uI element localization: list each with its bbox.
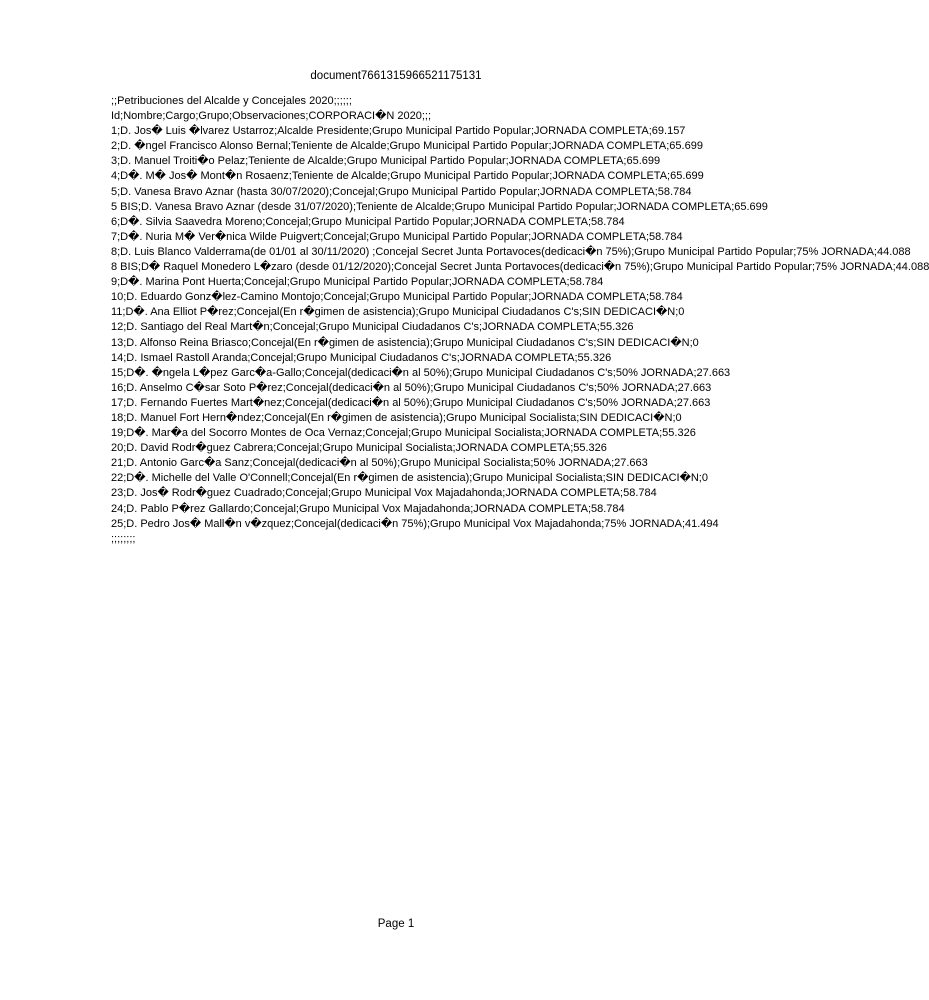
csv-line: 23;D. Jos� Rodr�guez Cuadrado;Concejal;Grupo Municipal Vox Majadahonda;JORNADA COMPLETA;58.784 xyxy=(111,487,657,500)
csv-line: 11;D�. Ana Elliot P�rez;Concejal(En r�gimen de asistencia);Grupo Municipal Ciudadanos C's;SIN DEDICACI�N;0 xyxy=(111,306,685,319)
csv-line: 8 BIS;D� Raquel Monedero L�zaro (desde 01/12/2020);Concejal Secret Junta Portavoces(dedicaci�n 75%);Grupo Municipal Partido Popular;75% JORNADA;44.088 xyxy=(111,261,929,274)
csv-line: 20;D. David Rodr�guez Cabrera;Concejal;Grupo Municipal Socialista;JORNADA COMPLETA;55.326 xyxy=(111,442,607,455)
csv-line: 4;D�. M� Jos� Mont�n Rosaenz;Teniente de Alcalde;Grupo Municipal Partido Popular;JORNADA COMPLETA;65.699 xyxy=(111,170,704,183)
csv-line: 14;D. Ismael Rastoll Aranda;Concejal;Grupo Municipal Ciudadanos C's;JORNADA COMPLETA;55.326 xyxy=(111,351,612,364)
csv-line: 1;D. Jos� Luis �lvarez Ustarroz;Alcalde Presidente;Grupo Municipal Partido Popular;JORNADA COMPLETA;69.157 xyxy=(111,125,686,138)
csv-line: 15;D�. �ngela L�pez Garc�a-Gallo;Concejal(dedicaci�n al 50%);Grupo Municipal Ciudadanos C's;50% JORNADA;27.663 xyxy=(111,366,731,379)
csv-line: 21;D. Antonio Garc�a Sanz;Concejal(dedicaci�n al 50%);Grupo Municipal Socialista;50% JORNADA;27.663 xyxy=(111,457,648,470)
csv-line: 3;D. Manuel Troiti�o Pelaz;Teniente de Alcalde;Grupo Municipal Partido Popular;JORNADA COMPLETA;65.699 xyxy=(111,155,661,168)
csv-line: ;;Petribuciones del Alcalde y Concejales 2020;;;;;; xyxy=(111,95,352,107)
csv-line: Id;Nombre;Cargo;Grupo;Observaciones;CORPORACI�N 2020;;; xyxy=(111,110,432,123)
csv-line: 22;D�. Michelle del Valle O'Connell;Concejal(En r�gimen de asistencia);Grupo Municipal Socialista;SIN DEDICACI�N;0 xyxy=(111,472,708,485)
csv-line: 8;D. Luis Blanco Valderrama(de 01/01 al 30/11/2020) ;Concejal Secret Junta Portavoces(dedicaci�n 75%);Grupo Municipal Partido Popular;75% JORNADA;44.088 xyxy=(111,245,911,258)
csv-line: 6;D�. Silvia Saavedra Moreno;Concejal;Grupo Municipal Partido Popular;JORNADA COMPLETA;58.784 xyxy=(111,215,625,228)
csv-line: 2;D. �ngel Francisco Alonso Bernal;Teniente de Alcalde;Grupo Municipal Partido Popular;JORNADA COMPLETA;65.699 xyxy=(111,140,703,153)
csv-line: 19;D�. Mar�a del Socorro Montes de Oca Vernaz;Concejal;Grupo Municipal Socialista;JORNADA COMPLETA;55.326 xyxy=(111,427,696,440)
csv-line: 12;D. Santiago del Real Mart�n;Concejal;Grupo Municipal Ciudadanos C's;JORNADA COMPLETA;55.326 xyxy=(111,321,634,334)
csv-line: 5;D. Vanesa Bravo Aznar (hasta 30/07/2020);Concejal;Grupo Municipal Partido Popular;JORNADA COMPLETA;58.784 xyxy=(111,185,692,198)
csv-line: 13;D. Alfonso Reina Briasco;Concejal(En r�gimen de asistencia);Grupo Municipal Ciudadanos C's;SIN DEDICACI�N;0 xyxy=(111,336,699,349)
document-title: document7661315966521175131 xyxy=(310,70,482,82)
page-number: Page 1 xyxy=(377,918,415,930)
csv-line: 25;D. Pedro Jos� Mall�n v�zquez;Concejal(dedicaci�n 75%);Grupo Municipal Vox Majadahonda;75% JORNADA;41.494 xyxy=(111,517,719,530)
csv-line: ;;;;;;;; xyxy=(111,532,136,545)
csv-line: 9;D�. Marina Pont Huerta;Concejal;Grupo Municipal Partido Popular;JORNADA COMPLETA;58.784 xyxy=(111,276,604,289)
csv-line: 17;D. Fernando Fuertes Mart�nez;Concejal(dedicaci�n al 50%);Grupo Municipal Ciudadanos C's;50% JORNADA;27.663 xyxy=(111,396,711,409)
csv-line: 18;D. Manuel Fort Hern�ndez;Concejal(En r�gimen de asistencia);Grupo Municipal Socialista;SIN DEDICACI�N;0 xyxy=(111,411,682,424)
csv-line: 7;D�. Nuria M� Ver�nica Wilde Puigvert;Concejal;Grupo Municipal Partido Popular;JORNADA COMPLETA;58.784 xyxy=(111,230,683,243)
csv-line: 16;D. Anselmo C�sar Soto P�rez;Concejal(dedicaci�n al 50%);Grupo Municipal Ciudadanos C's;50% JORNADA;27.663 xyxy=(111,381,712,394)
csv-line: 10;D. Eduardo Gonz�lez-Camino Montojo;Concejal;Grupo Municipal Partido Popular;JORNADA COMPLETA;58.784 xyxy=(111,291,683,304)
csv-content xyxy=(111,94,929,547)
csv-line: 5 BIS;D. Vanesa Bravo Aznar (desde 31/07/2020);Teniente de Alcalde;Grupo Municipal Partido Popular;JORNADA COMPLETA;65.699 xyxy=(111,200,768,213)
csv-line: 24;D. Pablo P�rez Gallardo;Concejal;Grupo Municipal Vox Majadahonda;JORNADA COMPLETA;58.784 xyxy=(111,502,625,515)
